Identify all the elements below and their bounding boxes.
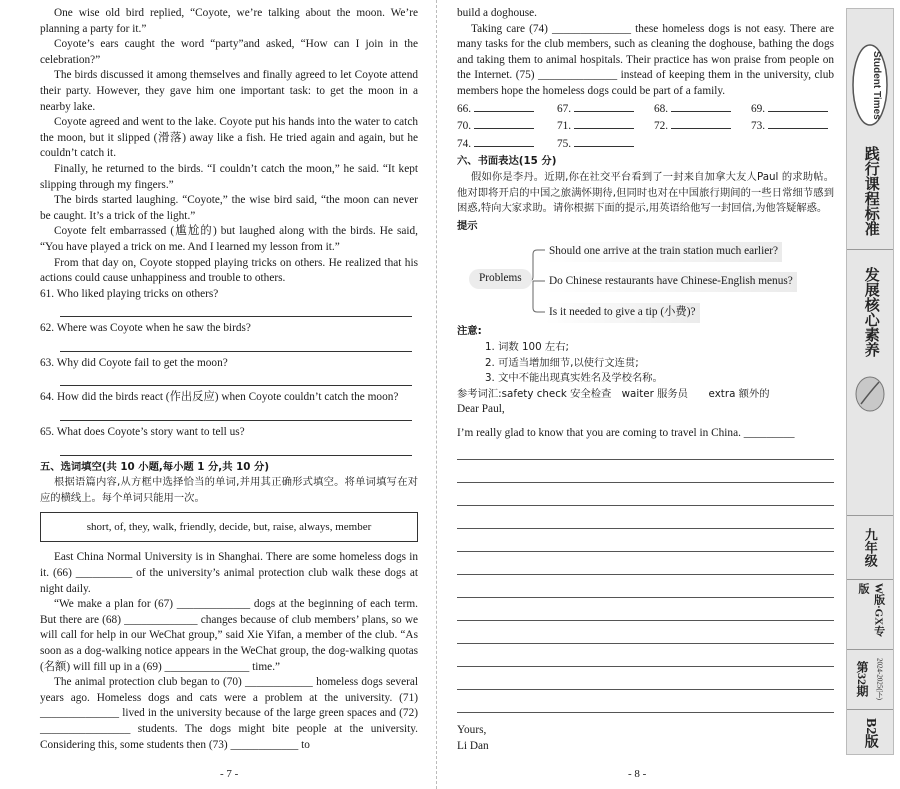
cloze-paragraph: Taking care (74) ______________ these homeless dogs is not easy. There are many tasks for the club members, such as cleaning the doghouse, bathing the dogs and taking them to animal hospitals. Their practice has won praise from people on the Internet. (75) ______________ instead of keeping them in the university, club members hope the homeless dogs could be part of a family. [457, 22, 834, 97]
strip-divider [847, 515, 893, 516]
answer-slot-69[interactable]: 69. [751, 101, 834, 118]
notes-label: 注意: [457, 325, 482, 338]
masthead-strip [846, 8, 894, 755]
page-number-right: - 8 - [628, 768, 647, 781]
writing-line[interactable] [457, 506, 834, 529]
writing-area[interactable] [457, 437, 834, 713]
grade-label: 九年级 [862, 527, 878, 567]
hint-label: 提示 [457, 219, 478, 232]
cloze-paragraph: The animal protection club began to (70) ____________ homeless dogs several years ago. Homeless dogs and cats were a problem at the university. (71) ______________ lived in the university because of the large green spaces and (72) ________________ students. The dogs might bite people at the university. Considering this, some students then (73) ____________ to [40, 676, 418, 751]
year-label: 2024-2025(下) [875, 658, 884, 700]
vocab-reference: 参考词汇:safety check 安全检查 waiter 服务员 extra 额外的 [457, 387, 770, 400]
slogan-2: 发展核心素养 [862, 267, 879, 357]
strip-divider [847, 579, 893, 580]
strip-divider [847, 249, 893, 250]
letter-closing: Yours, [457, 724, 487, 737]
answer-slot-71[interactable]: 71. [557, 118, 654, 135]
page-edition-label: B2版 [862, 717, 878, 749]
question-62: 62. Where was Coyote when he saw the birds? [40, 322, 251, 335]
story-paragraph: One wise old bird replied, “Coyote, we’re talking about the moon. We’re planning a party for it.” [40, 7, 418, 35]
answer-slot-72[interactable]: 72. [654, 118, 751, 135]
answer-line-61[interactable] [60, 304, 412, 317]
mind-map-item: Do Chinese restaurants have Chinese-English menus? [545, 272, 797, 292]
slogan-1: 践行课程标准 [862, 146, 879, 236]
note-item: 1. 词数 100 左右; [485, 340, 569, 353]
right-page [457, 6, 834, 755]
notes [457, 324, 834, 402]
issue-label: 第32期 [855, 661, 869, 697]
writing-line[interactable] [457, 644, 834, 667]
answer-slot-66[interactable]: 66. [457, 101, 557, 118]
writing-line[interactable] [457, 529, 834, 552]
mind-map-item: Should one arrive at the train station much earlier? [545, 242, 782, 262]
story-paragraph: The birds discussed it among themselves and finally agreed to let Coyote attend their party. However, they gave him one important task: to get the moon in a nearby lake. [40, 69, 418, 113]
writing-line[interactable] [457, 667, 834, 690]
logo-text: Student Times [871, 51, 882, 120]
answer-line-63[interactable] [60, 373, 412, 386]
letter-salutation: Dear Paul, [457, 403, 505, 416]
mind-map [457, 242, 834, 320]
question-65: 65. What does Coyote’s story want to tell us? [40, 426, 245, 439]
answer-slot-67[interactable]: 67. [557, 101, 654, 118]
answer-slot-75[interactable]: 75. [557, 136, 654, 153]
strip-divider [847, 709, 893, 710]
letter-opening: I’m really glad to know that you are coming to travel in China. _________ [457, 426, 795, 439]
story-paragraph: Finally, he returned to the birds. “I couldn’t catch the moon,” he said. “It kept slipping through my fingers.” [40, 162, 418, 191]
writing-line[interactable] [457, 621, 834, 644]
strip-divider [847, 649, 893, 650]
story-paragraph: Coyote agreed and went to the lake. Coyote put his hands into the water to catch the moon, but it slipped (滑落) away like a fish. He tried again and again, but he couldn’t catch it. [40, 116, 418, 160]
section6-title: 六、书面表达(15 分) [457, 155, 557, 168]
issue-block [847, 653, 893, 705]
writing-line[interactable] [457, 575, 834, 598]
page-number-left: - 7 - [220, 768, 239, 781]
answer-slot-68[interactable]: 68. [654, 101, 751, 118]
writing-line[interactable] [457, 460, 834, 483]
story-paragraph: Coyote felt embarrassed (尴尬的) but laughed along with the birds. He said, “You have played a trick on me. And I learned my lesson from it.” [40, 225, 418, 253]
word-box: short, of, they, walk, friendly, decide, but, raise, always, member [40, 512, 418, 542]
story-paragraph: Coyote’s ears caught the word “party”and asked, “How can I join in the celebration?” [40, 38, 418, 66]
writing-line[interactable] [457, 690, 834, 713]
cloze-paragraph: “We make a plan for (67) _____________ dogs at the beginning of each term. But there are (68) _____________ changes because of club members’ plans, so we will call for help in our WeChat group,” said Xie Yifan, a member of the club. “As soon as a dog-walking notice appears in the WeChat group, the dog-walking quotas (名额) will fill up in a (69) _______________ time.” [40, 598, 418, 673]
student-times-logo [851, 41, 889, 129]
mind-map-center: Problems [469, 269, 532, 289]
mind-map-item: Is it needed to give a tip (小费)? [545, 303, 700, 323]
section5-title: 五、选词填空(共 10 小题,每小题 1 分,共 10 分) [40, 460, 270, 473]
page-divider [436, 0, 437, 789]
section6-instructions: 假如你是李丹。近期,你在社交平台看到了一封来自加拿大友人Paul 的求助帖。他对即将开启的中国之旅满怀期待,但同时也对在中国旅行期间的一些日常细节感到困惑,特向大家求助。请你根据下面的提示,用英语给他写一封回信,为他答疑解惑。 [457, 170, 834, 215]
note-item: 3. 文中不能出现真实姓名及学校名称。 [485, 372, 663, 385]
writing-line[interactable] [457, 598, 834, 621]
leaf-emblem-icon [853, 374, 887, 414]
writing-line[interactable] [457, 483, 834, 506]
writing-line[interactable] [457, 552, 834, 575]
cloze-paragraph: build a doghouse. [457, 7, 538, 19]
edition-label: W版·GX专版 [857, 583, 885, 637]
note-item: 2. 可适当增加细节,以使行文连贯; [485, 356, 639, 369]
letter-signature: Li Dan [457, 740, 489, 753]
story-paragraph: The birds started laughing. “Coyote,” the wise bird said, “the moon can never be caught. It’s a trick of the light.” [40, 194, 418, 222]
answer-grid [457, 101, 834, 153]
section5-instructions: 根据语篇内容,从方框中选择恰当的单词,并用其正确形式填空。将单词填写在对应的横线上。每个单词只能用一次。 [40, 476, 418, 504]
answer-line-64[interactable] [60, 408, 412, 421]
cloze-paragraph: East China Normal University is in Shanghai. There are some homeless dogs in it. (66) __________ of the university’s animal protection club walk these dogs at night daily. [40, 551, 418, 595]
answer-slot-70[interactable]: 70. [457, 118, 557, 135]
left-page [40, 6, 418, 753]
answer-line-65[interactable] [60, 443, 412, 456]
answer-line-62[interactable] [60, 339, 412, 352]
story-paragraph: From that day on, Coyote stopped playing tricks on others. He realized that his actions could cause unhappiness and trouble to others. [40, 256, 418, 285]
question-64: 64. How did the birds react (作出反应) when Coyote couldn’t catch the moon? [40, 391, 399, 404]
answer-slot-73[interactable]: 73. [751, 118, 834, 135]
question-61: 61. Who liked playing tricks on others? [40, 287, 219, 300]
answer-slot-74[interactable]: 74. [457, 136, 557, 153]
question-63: 63. Why did Coyote fail to get the moon? [40, 356, 228, 369]
